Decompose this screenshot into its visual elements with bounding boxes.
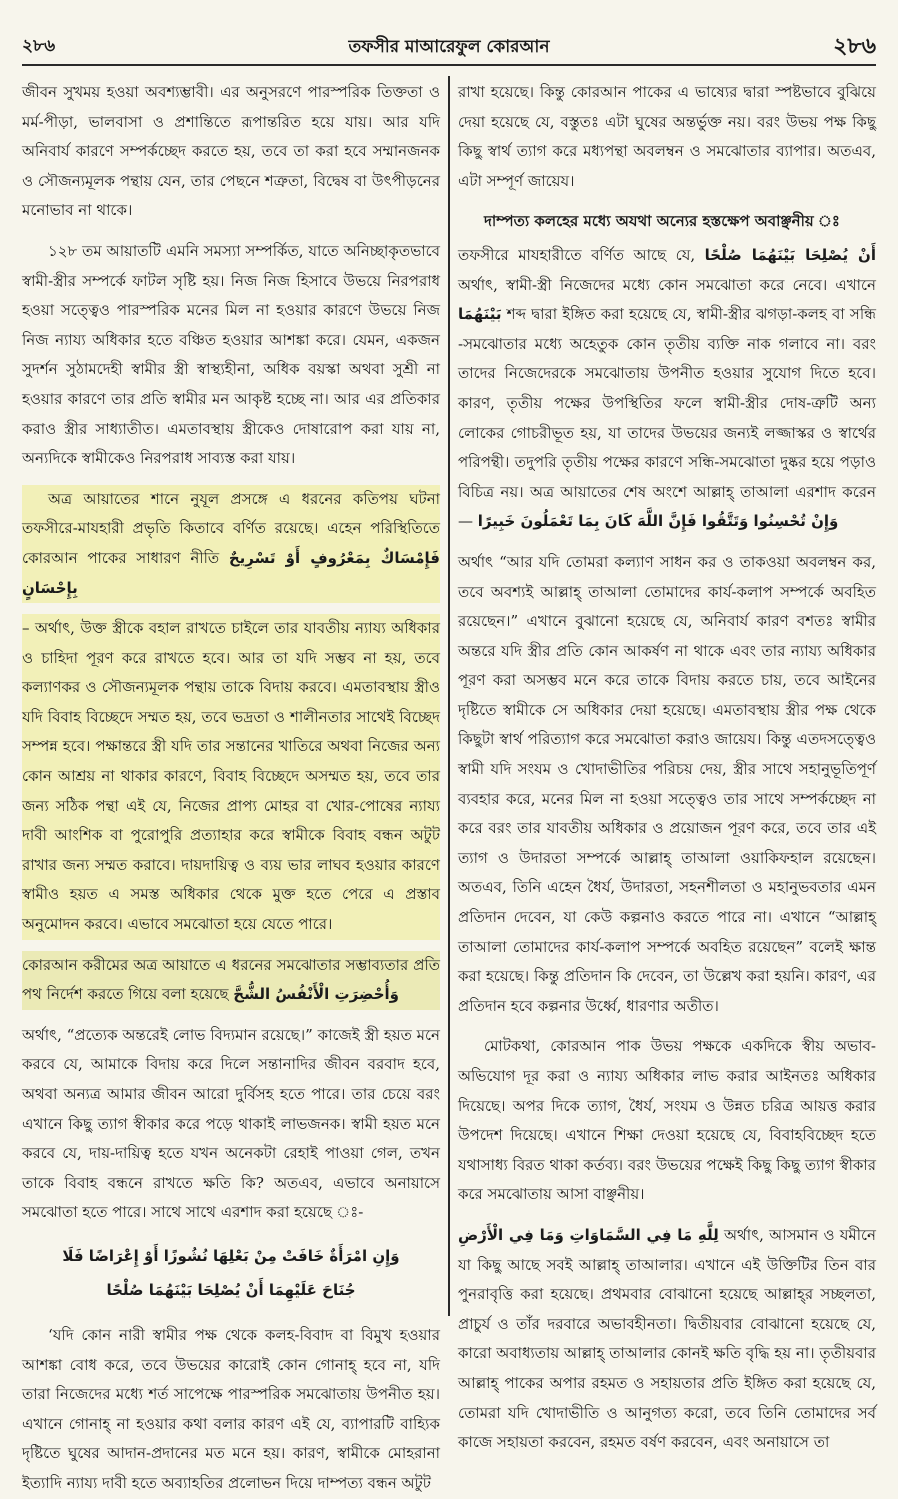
paragraph-text: যা কিছু আছে সবই আল্লাহ্ তাআলার। এখানে এই উক্তিটির তিন বার পুনরাবৃত্তি করা হয়েছে। প্রথমবার বোঝানো হয়েছে আল্লাহ্‌র সচ্ছলতা, প্রাচুর্য ও তাঁর দরবারে অভাবহীনতা। দ্বিতীয়বার বোঝানো হয়েছে যে, কারো অবাধ্যতায় আল্লাহ্ তাআলার কোনই ক্ষতি বৃদ্ধি হয় না। তৃতীয়বার আল্লাহ্ পাকের অপার রহমত ও সহায়তার প্রতি ইঙ্গিত করা হয়েছে যে, তোমরা যদি খোদাভীতি ও আনুগত্য করো, তবে তিনি তোমাদের সর্ব কাজে সহায়তা করবেন, রহমত বর্ষণ করবেন, এবং অনায়াসে তা [458, 1255, 876, 1452]
paragraph [458, 1221, 876, 1458]
paragraph [22, 485, 440, 603]
arabic-verse: وَأُحْضِرَتِ الْأَنْفُسُ الشُّحَّ [233, 985, 399, 1004]
page-number-left: ২৮৬ [22, 36, 56, 56]
paragraph-text: অত্র আয়াতের শানে নুযূল প্রসঙ্গে এ ধরনের কতিপয় ঘটনা তফসীরে-মাযহারী প্রভৃতি কিতাবে বর্ণিত রয়েছে। এহেন পরিস্থিতিতে কোরআন পাকের সাধারণ নীতি [22, 489, 440, 567]
right-column [458, 78, 876, 1452]
page-header [22, 30, 876, 66]
paragraph-text: শব্দ দ্বারা ইঙ্গিত করা হয়েছে যে, স্বামী-স্ত্রীর ঝগড়া-কলহ বা সন্ধি -সমঝোতার মধ্যে অহেতুক কোন তৃতীয় ব্যক্তি নাক গলাবে না। বরং তাদের নিজেদেরকে সমঝোতায় উপনীত হওয়ার সুযোগ দিতে হবে। কারণ, তৃতীয় পক্ষের উপস্থিতির ফলে স্বামী-স্ত্রীর দোষ-ত্রুটি অন্য লোকের গোচরীভূত হয়, যা তাদের উভয়ের জন্যই লজ্জাস্কর ও স্বার্থের পরিপন্থী। তদুপরি তৃতীয় পক্ষের কারণে সন্ধি-সমঝোতা দুষ্কর হয়ে পড়াও বিচিত্র নয়। অত্র আয়াতের শেষ অংশে আল্লাহ্ তাআলা এরশাদ করেন— [458, 305, 876, 531]
column-divider [448, 76, 450, 1316]
running-title: তফসীর মাআরেফুল কোরআন [348, 37, 550, 57]
paragraph-text: অর্থাৎ, স্বামী-স্ত্রী নিজেদের মধ্যে কোন সমঝোতা করে নেবে। এখানে [458, 275, 876, 294]
arabic-verse: وَإِنْ تُحْسِنُوا وَتَتَّقُوا فَإِنَّ اللَّهَ كَانَ بِمَا تَعْمَلُونَ خَبِيرًا [477, 512, 839, 531]
paragraph: – অর্থাৎ, উক্ত স্ত্রীকে বহাল রাখতে চাইলে তার যাবতীয় ন্যায্য অধিকার ও চাহিদা পূরণ করে রাখতে হবে। আর তা যদি সম্ভব না হয়, তবে কল্যাণকর ও সৌজন্যমূলক পন্থায় তাকে বিদায় করবে। এমতাবস্থায় স্ত্রীও যদি বিবাহ বিচ্ছেদে সম্মত হয়, তবে ভদ্রতা ও শালীনতার সাথেই বিচ্ছেদ সম্পন্ন হবে। পক্ষান্তরে স্ত্রী যদি তার সন্তানের খাতিরে অথবা নিজের অন্য কোন আশ্রয় না থাকার কারণে, বিবাহ বিচ্ছেদে অসম্মত হয়, তবে তার জন্য সঠিক পন্থা এই যে, নিজের প্রাপ্য মোহর বা খোর-পোষের ন্যায্য দাবী আংশিক বা পুরোপুরি প্রত্যাহার করে স্বামীকে বিবাহ বন্ধন অটুট রাখার জন্য সম্মত করাবে। দায়দায়িত্ব ও ব্যয় ভার লাঘব হওয়ার কারণে স্বামীও হয়ত এ সমস্ত অধিকার থেকে মুক্ত হতে পেরে এ প্রস্তাব অনুমোদন করবে। এভাবে সমঝোতা হয়ে যেতে পারে। [22, 614, 440, 940]
paragraph: রাখা হয়েছে। কিন্তু কোরআন পাকের এ ভাষ্যের দ্বারা স্পষ্টভাবে বুঝিয়ে দেয়া হয়েছে যে, বস্তুতঃ এটা ঘুষের অন্তর্ভুক্ত নয়। বরং উভয় পক্ষ কিছু কিছু স্বার্থ ত্যাগ করে মধ্যপন্থা অবলম্বন ও সমঝোতার ব্যাপার। অতএব, এটা সম্পূর্ণ জায়েয। [458, 83, 876, 190]
arabic-verse-block [22, 1239, 440, 1307]
paragraph [22, 951, 440, 1010]
paragraph: অর্থাৎ “আর যদি তোমরা কল্যাণ সাধন কর ও তাকওয়া অবলম্বন কর, তবে অবশ্যই আল্লাহ্ তাআলা তোমাদের কার্য-কলাপ সম্পর্কে অবহিত রয়েছেন।” এখানে বুঝানো হয়েছে যে, অনিবার্য কারণ বশতঃ স্বামীর অন্তরে যদি স্ত্রীর প্রতি কোন আকর্ষণ না থাকে এবং তার ন্যায্য অধিকার পূরণ করা অসম্ভব মনে করে তাকে বিদায় করতে চায়, তবে আইনের দৃষ্টিতে স্বামীকে সে অধিকার দেয়া হয়েছে। এমতাবস্থায় স্ত্রীর পক্ষ থেকে কিছুটা স্বার্থ পরিত্যাগ করে সমঝোতা করাও জায়েয। কিন্তু এতদসত্ত্বেও স্বামী যদি সংযম ও খোদাভীতির পরিচয় দেয়, স্ত্রীর সাথে সহানুভূতিপূর্ণ ব্যবহার করে, মনের মিল না হওয়া সত্ত্বেও তার সাথে সম্পর্কচ্ছেদ না করে বরং তার যাবতীয় অধিকার ও প্রয়োজন পূরণ করে, তবে তার এই ত্যাগ ও উদারতা সম্পর্কে আল্লাহ্ তাআলা ওয়াকিফহাল রয়েছেন। অতএব, তিনি এহেন ধৈর্য, উদারতা, সহনশীলতা ও মহানুভবতার এমন প্রতিদান দেবেন, যা কেউ কল্পনাও করতে পারে না। এখানে “আল্লাহ্ তাআলা তোমাদের কার্য-কলাপ সম্পর্কে অবহিত রয়েছেন” বলেই ক্ষান্ত করা হয়েছে। কিন্তু প্রতিদান কি দেবেন, তা উল্লেখ করা হয়নি। কারণ, এর প্রতিদান হবে কল্পনার উর্ধ্বে, ধারণার অতীত। [458, 552, 876, 1015]
arabic-verse-line: جُنَاحَ عَلَيْهِمَا أَنْ يُصْلِحَا بَيْنَهُمَا صُلْحًا [106, 1280, 356, 1299]
paragraph: ১২৮ তম আয়াতটি এমনি সমস্যা সম্পর্কিত, যাতে অনিচ্ছাকৃতভাবে স্বামী-স্ত্রীর সম্পর্কে ফাটল সৃষ্টি হয়। নিজ নিজ হিসাবে উভয়ে নিরপরাধ হওয়া সত্ত্বেও পারস্পরিক মনের মিল না হওয়ার কারণে উভয়ে নিজ নিজ ন্যায্য অধিকার হতে বঞ্চিত হওয়ার আশঙ্কা করে। যেমন, একজন সুদর্শন সুঠামদেহী স্বামীর স্ত্রী স্বাস্থ্যহীনা, অধিক বয়স্কা অথবা সুশ্রী না হওয়ার কারণে তার প্রতি স্বামীর মন আকৃষ্ট হচ্ছে না। আর এর প্রতিকার করাও স্ত্রীর সাধ্যাতীত। এমতাবস্থায় স্ত্রীকেও দোষারোপ করা যায় না, অন্যদিকে স্বামীকেও নিরপরাধ সাব্যস্ত করা যায়। [22, 241, 440, 468]
paragraph: জীবন সুখময় হওয়া অবশ্যম্ভাবী। এর অনুসরণে পারস্পরিক তিক্ততা ও মর্ম-পীড়া, ভালবাসা ও প্রশান্তিতে রূপান্তরিত হয়ে যায়। আর যদি অনিবার্য কারণে সম্পর্কচ্ছেদ করতে হয়, তবে তা করা হবে সম্মানজনক ও সৌজন্যমূলক পন্থায় যেন, তার পেছনে শত্রুতা, বিদ্বেষ বা উৎপীড়নের মনোভাব না থাকে। [22, 83, 440, 220]
paragraph: ‘যদি কোন নারী স্বামীর পক্ষ থেকে কলহ-বিবাদ বা বিমুখ হওয়ার আশঙ্কা বোধ করে, তবে উভয়ের কারোই কোন গোনাহ্ হবে না, যদি তারা নিজেদের মধ্যে শর্ত সাপেক্ষে পারস্পরিক সমঝোতায় উপনীত হয়। এখানে গোনাহ্ না হওয়ার কথা বলার কারণ এই যে, ব্যাপারটি বাহ্যিক দৃষ্টিতে ঘুষের আদান-প্রদানের মত মনে হয়। কারণ, স্বামীকে মোহরানা ইত্যাদি ন্যায্য দাবী হতে অব্যাহতির প্রলোভন দিয়ে দাম্পত্য বন্ধন অটুট [22, 1325, 440, 1492]
arabic-verse-line: وَإِنِ امْرَأَةٌ خَافَتْ مِنْ بَعْلِهَا نُشُوزًا أَوْ إِعْرَاضًا فَلَا [62, 1246, 400, 1265]
paragraph-text: অর্থাৎ, আসমান ও যমীনে [724, 1225, 876, 1244]
paragraph-text: কোরআন করীমের অত্র আয়াতে এ ধরনের সমঝোতার সম্ভাব্যতার প্রতি পথ নির্দেশ করতে গিয়ে বলা হয়েছে [22, 955, 440, 1004]
arabic-verse: أَنْ يُصْلِحَا بَيْنَهُمَا صُلْحًا [704, 245, 876, 264]
section-heading: দাম্পত্য কলহের মধ্যে অযথা অন্যের হস্তক্ষেপ অবাঞ্ছনীয় ঃ [484, 212, 840, 231]
arabic-verse: فَإِمْسَاكٌ بِمَعْرُوفٍ أَوْ تَسْرِيحٌ بِإِحْسَانٍ [22, 548, 440, 597]
arabic-verse: لِلَّهِ مَا فِي السَّمَاوَاتِ وَمَا فِي الْأَرْضِ [458, 1225, 719, 1244]
paragraph: অর্থাৎ, “প্রত্যেক অন্তরেই লোভ বিদ্যমান রয়েছে।” কাজেই স্ত্রী হয়ত মনে করবে যে, আমাকে বিদায় করে দিলে সন্তানাদির জীবন বরবাদ হবে, অথবা অন্যত্র আমার জীবন আরো দুর্বিসহ হতে পারে। তার চেয়ে বরং এখানে কিছু ত্যাগ স্বীকার করে পড়ে থাকাই লাভজনক। স্বামী হয়ত মনে করবে যে, দায়-দায়িত্ব হতে যখন অনেকটা রেহাই পাওয়া গেল, তখন তাকে বিবাহ বন্ধনে রাখতে ক্ষতি কি? অতএব, এভাবে অনায়াসে সমঝোতা হতে পারে। সাথে সাথে এরশাদ করা হয়েছে ঃ- [22, 1025, 440, 1222]
left-column [22, 78, 440, 1492]
paragraph-text: তফসীরে মাযহারীতে বর্ণিত আছে যে, [458, 245, 696, 264]
paragraph [458, 241, 876, 537]
paragraph: মোটকথা, কোরআন পাক উভয় পক্ষকে একদিকে স্বীয় অভাব-অভিযোগ দূর করা ও ন্যায্য অধিকার লাভ করার আইনতঃ অধিকার দিয়েছে। অপর দিকে ত্যাগ, ধৈর্য, সংযম ও উন্নত চরিত্র আয়ত্ত করার উপদেশ দিয়েছে। এখানে শিক্ষা দেওয়া হয়েছে যে, বিবাহবিচ্ছেদ হতে যথাসাধ্য বিরত থাকা কর্তব্য। বরং উভয়ের পক্ষেই কিছু কিছু ত্যাগ স্বীকার করে সমঝোতায় আসা বাঞ্ছনীয়। [458, 1037, 876, 1204]
page-number-right: ২৮৬ [833, 32, 876, 59]
arabic-word: بَيْنَهُمَا [458, 305, 502, 324]
